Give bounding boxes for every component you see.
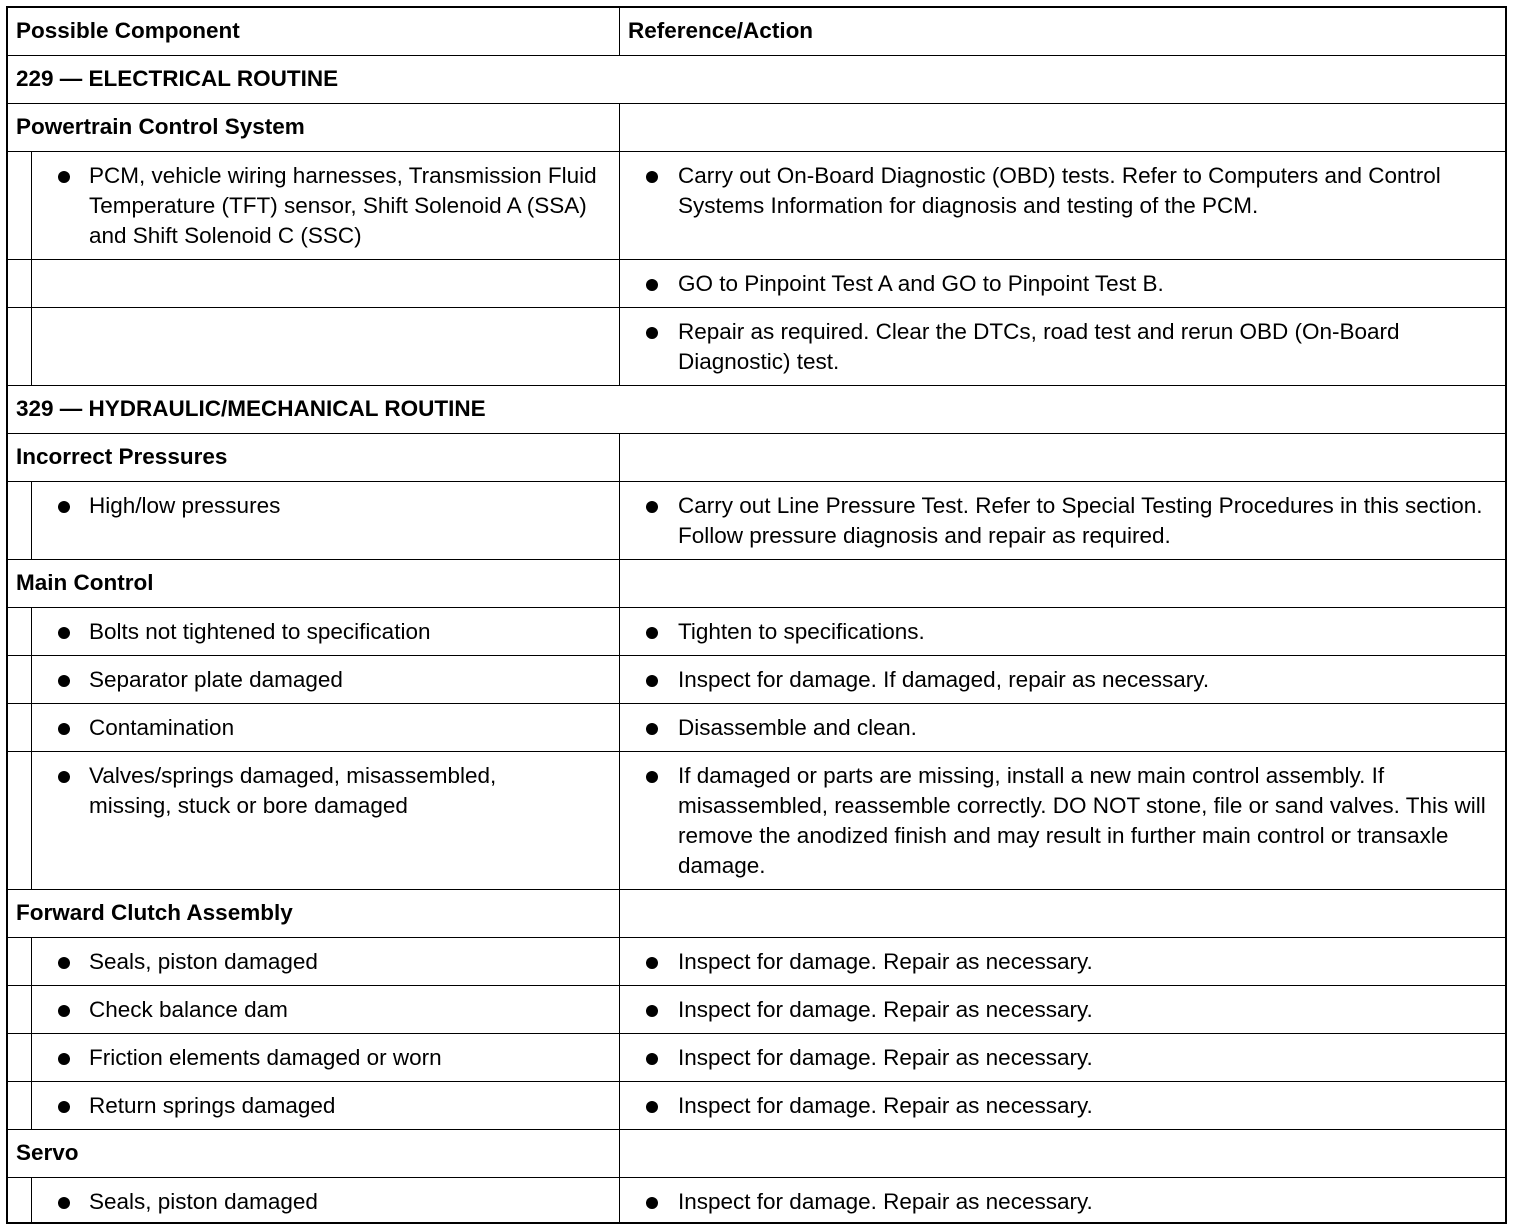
action-cell — [620, 1178, 1505, 1222]
action-cell — [620, 260, 1505, 307]
indent-cell — [8, 656, 32, 703]
action-text: Tighten to specifications. — [678, 619, 925, 644]
bullet-icon — [646, 723, 658, 735]
action-cell — [620, 1034, 1505, 1081]
component-text: Seals, piston damaged — [89, 1189, 318, 1214]
bullet-icon — [646, 1005, 658, 1017]
component-cell — [32, 1034, 620, 1081]
header-cell-component — [8, 8, 620, 55]
section-row — [8, 56, 1505, 104]
column-header-action: Reference/Action — [628, 18, 814, 43]
table-row — [8, 152, 1505, 260]
component-cell — [32, 152, 620, 259]
group-title-main-control: Main Control — [16, 570, 154, 595]
group-cell — [8, 1130, 620, 1177]
action-cell — [620, 752, 1505, 889]
bullet-icon — [58, 1101, 70, 1113]
action-text: Inspect for damage. If damaged, repair as necessary. — [678, 667, 1210, 692]
table-row — [8, 482, 1505, 560]
component-text: Valves/springs damaged, misassembled, missing, stuck or bore damaged — [89, 763, 497, 818]
group-title-powertrain: Powertrain Control System — [16, 114, 305, 139]
bullet-icon — [646, 1053, 658, 1065]
group-title-forward-clutch: Forward Clutch Assembly — [16, 900, 293, 925]
bullet-icon — [646, 327, 658, 339]
table-row — [8, 986, 1505, 1034]
action-cell — [620, 308, 1505, 385]
indent-cell — [8, 1082, 32, 1129]
component-text: Contamination — [89, 715, 235, 740]
table-header-row — [8, 8, 1505, 56]
group-empty-cell — [620, 434, 1505, 481]
action-text: GO to Pinpoint Test A and GO to Pinpoint Test B. — [678, 271, 1164, 296]
group-cell — [8, 890, 620, 937]
component-cell — [32, 752, 620, 889]
action-cell — [620, 152, 1505, 259]
section-title-329: 329 — HYDRAULIC/MECHANICAL ROUTINE — [16, 396, 486, 421]
group-row — [8, 434, 1505, 482]
action-cell — [620, 1082, 1505, 1129]
action-text: Inspect for damage. Repair as necessary. — [678, 1189, 1093, 1214]
group-cell — [8, 104, 620, 151]
section-cell — [8, 386, 1505, 433]
component-text: PCM, vehicle wiring harnesses, Transmission Fluid Temperature (TFT) sensor, Shift Solenoid A (SSA) and Shift Solenoid C (SSC) — [89, 163, 597, 248]
bullet-icon — [58, 675, 70, 687]
indent-cell — [8, 308, 32, 385]
action-cell — [620, 656, 1505, 703]
component-cell — [32, 656, 620, 703]
bullet-icon — [646, 171, 658, 183]
group-row — [8, 890, 1505, 938]
bullet-icon — [58, 1005, 70, 1017]
action-text: Inspect for damage. Repair as necessary. — [678, 1093, 1093, 1118]
table-row — [8, 704, 1505, 752]
table-row — [8, 260, 1505, 308]
action-cell — [620, 482, 1505, 559]
bullet-icon — [646, 501, 658, 513]
component-text: Friction elements damaged or worn — [89, 1045, 442, 1070]
component-text: Bolts not tightened to specification — [89, 619, 431, 644]
table-row — [8, 752, 1505, 890]
header-cell-action — [620, 8, 1505, 55]
bullet-icon — [646, 675, 658, 687]
group-cell — [8, 560, 620, 607]
component-cell — [32, 608, 620, 655]
group-row — [8, 560, 1505, 608]
component-text: Separator plate damaged — [89, 667, 343, 692]
component-cell — [32, 260, 620, 307]
table-row — [8, 656, 1505, 704]
component-cell — [32, 704, 620, 751]
action-text: Inspect for damage. Repair as necessary. — [678, 1045, 1093, 1070]
indent-cell — [8, 152, 32, 259]
bullet-icon — [646, 627, 658, 639]
action-cell — [620, 704, 1505, 751]
bullet-icon — [58, 1197, 70, 1209]
indent-cell — [8, 752, 32, 889]
action-text: Carry out Line Pressure Test. Refer to Special Testing Procedures in this section. Follow pressure diagnosis and repair as required. — [678, 493, 1483, 548]
indent-cell — [8, 260, 32, 307]
table-row — [8, 608, 1505, 656]
bullet-icon — [58, 957, 70, 969]
component-text: High/low pressures — [89, 493, 281, 518]
group-cell — [8, 434, 620, 481]
bullet-icon — [58, 723, 70, 735]
group-row — [8, 104, 1505, 152]
component-cell — [32, 1178, 620, 1222]
table-row — [8, 938, 1505, 986]
action-cell — [620, 938, 1505, 985]
group-empty-cell — [620, 890, 1505, 937]
action-text: If damaged or parts are missing, install a new main control assembly. If misassembled, reassemble correctly. DO NOT stone, file or sand valves. This will remove the anodized finish and may result in further main control or transaxle damage. — [678, 763, 1486, 878]
troubleshooting-table — [6, 6, 1507, 1224]
bullet-icon — [646, 279, 658, 291]
action-text: Repair as required. Clear the DTCs, road test and rerun OBD (On-Board Diagnostic) test. — [678, 319, 1400, 374]
component-cell — [32, 986, 620, 1033]
bullet-icon — [58, 627, 70, 639]
group-empty-cell — [620, 1130, 1505, 1177]
action-cell — [620, 608, 1505, 655]
action-cell — [620, 986, 1505, 1033]
component-text: Return springs damaged — [89, 1093, 336, 1118]
section-title-229: 229 — ELECTRICAL ROUTINE — [16, 66, 339, 91]
table-row — [8, 1034, 1505, 1082]
indent-cell — [8, 704, 32, 751]
group-title-servo: Servo — [16, 1140, 79, 1165]
action-text: Disassemble and clean. — [678, 715, 917, 740]
indent-cell — [8, 986, 32, 1033]
indent-cell — [8, 938, 32, 985]
group-empty-cell — [620, 104, 1505, 151]
bullet-icon — [646, 1197, 658, 1209]
action-text: Inspect for damage. Repair as necessary. — [678, 949, 1093, 974]
indent-cell — [8, 482, 32, 559]
bullet-icon — [646, 771, 658, 783]
bullet-icon — [646, 1101, 658, 1113]
component-cell — [32, 938, 620, 985]
bullet-icon — [58, 171, 70, 183]
component-cell — [32, 1082, 620, 1129]
bullet-icon — [58, 501, 70, 513]
bullet-icon — [646, 957, 658, 969]
group-row — [8, 1130, 1505, 1178]
bullet-icon — [58, 771, 70, 783]
indent-cell — [8, 1034, 32, 1081]
group-title-pressures: Incorrect Pressures — [16, 444, 228, 469]
indent-cell — [8, 608, 32, 655]
group-empty-cell — [620, 560, 1505, 607]
component-text: Check balance dam — [89, 997, 288, 1022]
component-cell — [32, 482, 620, 559]
indent-cell — [8, 1178, 32, 1222]
section-row — [8, 386, 1505, 434]
table-row — [8, 1082, 1505, 1130]
component-text: Seals, piston damaged — [89, 949, 318, 974]
bullet-icon — [58, 1053, 70, 1065]
section-cell — [8, 56, 1505, 103]
column-header-component: Possible Component — [16, 18, 240, 43]
table-row — [8, 1178, 1505, 1222]
table-row — [8, 308, 1505, 386]
action-text: Carry out On-Board Diagnostic (OBD) tests. Refer to Computers and Control Systems Information for diagnosis and testing of the PCM. — [678, 163, 1441, 218]
component-cell — [32, 308, 620, 385]
action-text: Inspect for damage. Repair as necessary. — [678, 997, 1093, 1022]
